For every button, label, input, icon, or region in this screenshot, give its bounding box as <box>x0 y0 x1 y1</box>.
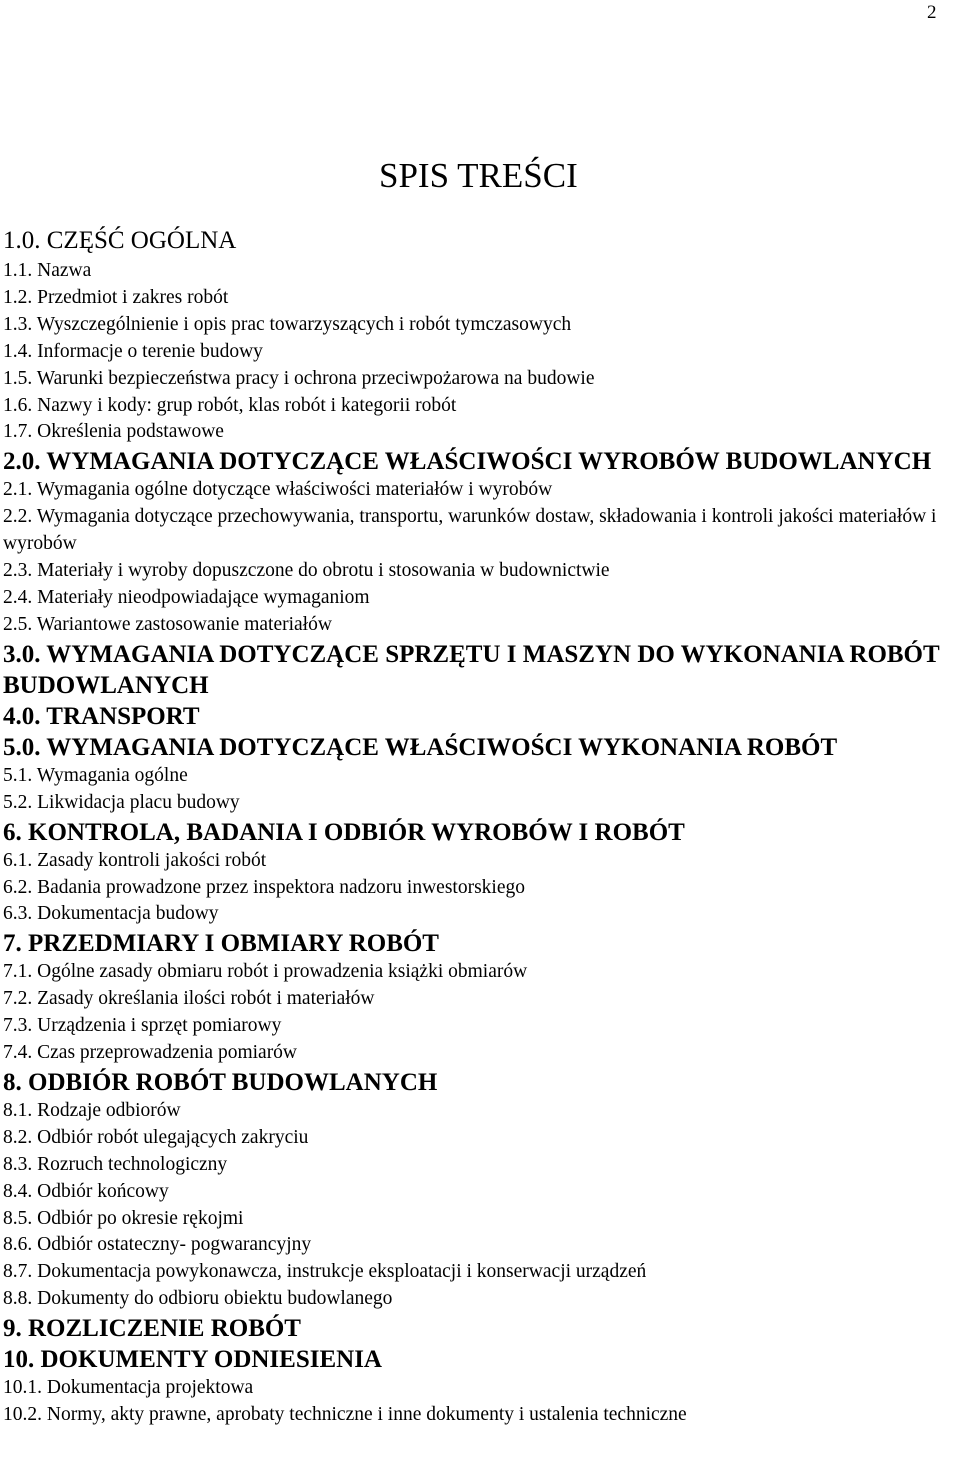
toc-section-heading: 9. ROZLICZENIE ROBÓT <box>3 1315 301 1343</box>
toc-subsection-item: 2.3. Materiały i wyroby dopuszczone do obrotu i stosowania w budownictwie <box>3 560 610 582</box>
toc-subsection-item: 5.1. Wymagania ogólne <box>3 764 188 786</box>
toc-section-heading: 4.0. TRANSPORT <box>3 702 200 730</box>
toc-subsection-item: 1.6. Nazwy i kody: grup robót, klas robót i kategorii robót <box>3 394 457 416</box>
toc-section-heading: 10. DOKUMENTY ODNIESIENIA <box>3 1346 382 1374</box>
toc-section-heading: 3.0. WYMAGANIA DOTYCZĄCE SPRZĘTU I MASZYN DO WYKONANIA ROBÓT BUDOWLANYCH <box>3 640 940 699</box>
toc-section-heading: 1.0. CZĘŚĆ OGÓLNA <box>3 227 237 254</box>
toc-subsection-item: 6.1. Zasady kontroli jakości robót <box>3 849 267 871</box>
toc-subsection-item: 8.3. Rozruch technologiczny <box>3 1153 228 1175</box>
toc-subsection-item: 10.2. Normy, akty prawne, aprobaty techniczne i inne dokumenty i ustalenia techniczne <box>3 1404 687 1426</box>
toc-subsection-item: 8.8. Dokumenty do odbioru obiektu budowlanego <box>3 1288 393 1310</box>
toc-subsection-item: 2.4. Materiały nieodpowiadające wymaganiom <box>3 586 370 608</box>
toc-subsection-item: 7.2. Zasady określania ilości robót i materiałów <box>3 988 375 1010</box>
toc-subsection-item: 8.5. Odbiór po okresie rękojmi <box>3 1207 244 1229</box>
toc-subsection-item: 1.3. Wyszczególnienie i opis prac towarzyszących i robót tymczasowych <box>3 313 572 335</box>
toc-section-heading: 6. KONTROLA, BADANIA I ODBIÓR WYROBÓW I ROBÓT <box>3 818 685 846</box>
page-number: 2 <box>927 2 937 23</box>
toc-subsection-item: 2.2. Wymagania dotyczące przechowywania, transportu, warunków dostaw, składowania i kontroli jakości materiałów i wyrobów <box>3 506 937 555</box>
toc-subsection-item: 2.1. Wymagania ogólne dotyczące właściwości materiałów i wyrobów <box>3 479 553 501</box>
toc-subsection-item: 6.2. Badania prowadzone przez inspektora nadzoru inwestorskiego <box>3 876 525 898</box>
toc-section-heading: 7. PRZEDMIARY I OBMIARY ROBÓT <box>3 930 439 958</box>
toc-subsection-item: 8.1. Rodzaje odbiorów <box>3 1099 181 1121</box>
toc-subsection-item: 6.3. Dokumentacja budowy <box>3 903 219 925</box>
table-of-contents <box>3 224 958 1429</box>
toc-subsection-item: 1.1. Nazwa <box>3 260 92 281</box>
toc-section-heading: 8. ODBIÓR ROBÓT BUDOWLANYCH <box>3 1068 438 1096</box>
toc-subsection-item: 1.5. Warunki bezpieczeństwa pracy i ochrona przeciwpożarowa na budowie <box>3 367 595 389</box>
toc-subsection-item: 8.2. Odbiór robót ulegających zakryciu <box>3 1126 309 1148</box>
toc-subsection-item: 10.1. Dokumentacja projektowa <box>3 1377 254 1399</box>
toc-subsection-item: 5.2. Likwidacja placu budowy <box>3 791 240 813</box>
toc-subsection-item: 8.7. Dokumentacja powykonawcza, instrukcje eksploatacji i konserwacji urządzeń <box>3 1261 647 1283</box>
document-title: SPIS TREŚCI <box>379 156 578 195</box>
toc-subsection-item: 7.3. Urządzenia i sprzęt pomiarowy <box>3 1015 282 1037</box>
toc-subsection-item: 2.5. Wariantowe zastosowanie materiałów <box>3 613 332 635</box>
toc-subsection-item: 1.7. Określenia podstawowe <box>3 421 224 443</box>
toc-subsection-item: 7.1. Ogólne zasady obmiaru robót i prowadzenia książki obmiarów <box>3 961 528 983</box>
toc-subsection-item: 1.4. Informacje o terenie budowy <box>3 340 263 362</box>
toc-subsection-item: 7.4. Czas przeprowadzenia pomiarów <box>3 1042 298 1064</box>
toc-subsection-item: 8.4. Odbiór końcowy <box>3 1180 169 1202</box>
toc-subsection-item: 1.2. Przedmiot i zakres robót <box>3 286 229 308</box>
toc-section-heading: 5.0. WYMAGANIA DOTYCZĄCE WŁAŚCIWOŚCI WYKONANIA ROBÓT <box>3 733 838 761</box>
toc-section-heading: 2.0. WYMAGANIA DOTYCZĄCE WŁAŚCIWOŚCI WYROBÓW BUDOWLANYCH <box>3 448 932 476</box>
toc-subsection-item: 8.6. Odbiór ostateczny- pogwarancyjny <box>3 1234 312 1256</box>
